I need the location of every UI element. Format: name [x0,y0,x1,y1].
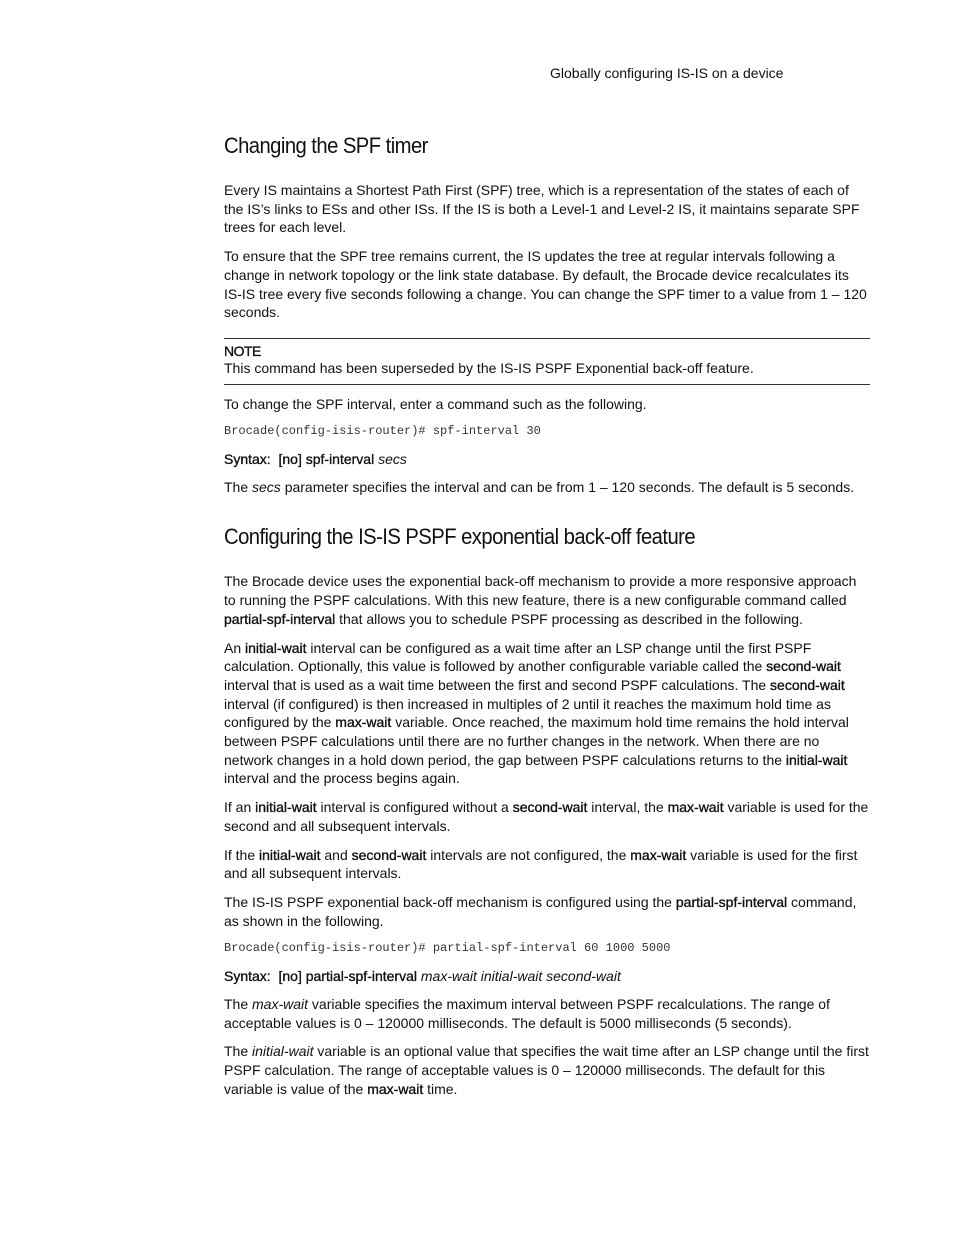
paragraph-pspf-intro: The Brocade device uses the exponential back-off mechanism to provide a more responsive approach to running the PSPF calculations. With this new feature, there is a new configurable command called partial-spf-interval that allows you to schedule PSPF processing as described in the following. [224,573,857,627]
section-heading-pspf: Configuring the IS-IS PSPF exponential back-off feature [224,524,696,550]
paragraph-no-second-wait: If an initial-wait interval is configured without a second-wait interval, the max-wait variable is used for the second and all subsequent intervals. [224,799,869,834]
syntax-spf-interval [224,450,870,469]
syntax-partial-spf-interval [224,967,870,986]
paragraph-spf-current: To ensure that the SPF tree remains current, the IS updates the tree at regular intervals following a change in network topology or the link state database. By default, the Brocade device recalculates its IS-IS tree every five seconds following a change. You can change the SPF timer to a value from 1 – 120 seconds. [224,248,867,321]
syntax-label: Syntax: [224,451,271,468]
paragraph-secs-param: The secs parameter specifies the interval and can be from 1 – 120 seconds. The default is 5 seconds. [224,478,855,495]
note-text: This command has been superseded by the IS-IS PSPF Exponential back-off feature. [224,359,754,376]
page-body [224,133,870,1098]
note-title: NOTE [224,342,261,359]
note-box [224,338,870,385]
syntax-arguments: max-wait initial-wait second-wait [420,968,621,985]
syntax-command: [no] spf-interval [278,451,375,468]
paragraph-max-wait: The max-wait variable specifies the maximum interval between PSPF recalculations. The range of acceptable values is 0 – 120000 milliseconds. The default is 5000 milliseconds (5 seconds). [224,995,830,1031]
paragraph-not-configured: If the initial-wait and second-wait intervals are not configured, the max-wait variable is used for the first and all subsequent intervals. [224,846,858,882]
running-header: Globally configuring IS-IS on a device [550,65,784,81]
section-heading-spf-timer: Changing the SPF timer [224,133,428,158]
paragraph-configured-using: The IS-IS PSPF exponential back-off mechanism is configured using the partial-spf-interval command, as shown in the following. [224,893,857,929]
syntax-command: [no] partial-spf-interval [278,968,417,985]
command-example-pspf: Brocade(config-isis-router)# partial-spf-interval 60 1000 5000 [224,941,671,956]
command-example-spf: Brocade(config-isis-router)# spf-interval 30 [224,424,541,439]
paragraph-initial-wait: An initial-wait interval can be configured as a wait time after an LSP change until the first PSPF calculation. Optionally, this value is followed by another configurable variable called the second-wait interval that is used as a wait time between the first and second PSPF calculations. The second-wait interval (if configured) is then increased in multiples of 2 until it reaches the maximum hold time as configured by the max-wait variable. Once reached, the maximum hold time remains the hold interval between PSPF calculations until there are no further changes in the network. When there are no network changes in a hold down period, the gap between PSPF calculations returns to the initial-wait interval and the process begins again. [224,639,849,787]
syntax-argument: secs [378,451,407,468]
syntax-label: Syntax: [224,968,271,985]
paragraph-change-interval: To change the SPF interval, enter a command such as the following. [224,395,647,412]
paragraph-initial-wait-variable: The initial-wait variable is an optional value that specifies the wait time after an LSP change until the first PSPF calculation. The range of acceptable values is 0 – 120000 milliseconds. The default for this variable is value of the max-wait time. [224,1043,869,1097]
paragraph-spf-intro: Every IS maintains a Shortest Path First (SPF) tree, which is a representation of the states of each of the IS’s links to ESs and other ISs. If the IS is both a Level-1 and Level-2 IS, it maintains separate SPF trees for each level. [224,182,860,236]
